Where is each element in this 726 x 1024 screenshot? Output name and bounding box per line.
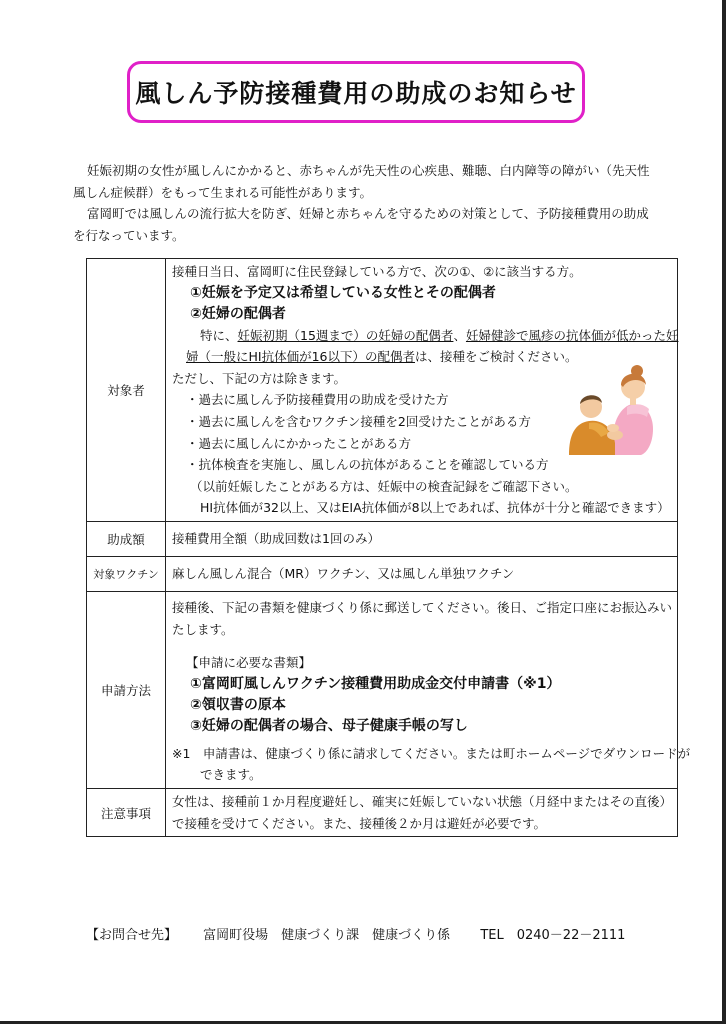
caution-line: 女性は、接種前１か月程度避妊し、確実に妊娠していない状態（月経中またはその直後） bbox=[172, 793, 673, 809]
row-content bbox=[166, 788, 678, 836]
exclude-item: ・過去に風しんを含むワクチン接種を2回受けたことがある方 bbox=[186, 413, 531, 429]
target-item: ②妊婦の配偶者 bbox=[190, 305, 286, 322]
note-text: 、 bbox=[453, 327, 466, 343]
table-row-amount bbox=[87, 521, 678, 556]
intro-line: を行なっています。 bbox=[73, 227, 185, 243]
intro-line: 妊娠初期の女性が風しんにかかると、赤ちゃんが先天性の心疾患、難聴、白内障等の障がい（先天性 bbox=[87, 163, 650, 178]
note-text: は、接種をご検討ください。 bbox=[415, 349, 578, 365]
note-text: 特に、 bbox=[200, 327, 238, 343]
table-row-target bbox=[87, 259, 678, 522]
row-header: 対象者 bbox=[87, 259, 166, 522]
contact-tel: TEL 0240－22－2111 bbox=[480, 928, 626, 943]
row-header: 対象ワクチン bbox=[87, 556, 166, 591]
couple-illustration bbox=[567, 357, 659, 457]
exclude-item: ・抗体検査を実施し、風しんの抗体があることを確認している方 bbox=[186, 457, 549, 473]
exclude-item: HI抗体価が32以上、又はEIA抗体価が8以上であれば、抗体が十分と確認できます） bbox=[200, 500, 670, 516]
amount-text: 接種費用全額（助成回数は1回のみ） bbox=[172, 531, 380, 547]
row-content bbox=[166, 521, 678, 556]
intro-paragraph bbox=[73, 160, 673, 246]
target-item: ①妊娠を予定又は希望している女性とその配偶者 bbox=[190, 284, 496, 301]
vaccine-text: 麻しん風しん混合（MR）ワクチン、又は風しん単独ワクチン bbox=[172, 566, 515, 582]
page-edge bbox=[722, 0, 726, 1024]
apply-line: たします。 bbox=[172, 621, 234, 637]
caution-line: で接種を受けてください。また、接種後２か月は避妊が必要です。 bbox=[172, 815, 547, 831]
exclude-item: ・過去に風しんにかかったことがある方 bbox=[186, 435, 412, 451]
exclude-item: （以前妊娠したことがある方は、妊娠中の検査記録をご確認下さい。 bbox=[190, 478, 578, 494]
doc-item: ①富岡町風しんワクチン接種費用助成金交付申請書（※1） bbox=[190, 675, 561, 692]
note-underline: 妊娠初期（15週まで）の妊婦の配偶者 bbox=[237, 327, 454, 343]
info-table bbox=[86, 258, 691, 837]
exclude-intro: ただし、下記の方は除きます。 bbox=[172, 370, 347, 386]
note-underline: 婦（一般にHI抗体価が16以下）の配偶者 bbox=[186, 349, 415, 365]
page-title: 風しん予防接種費用の助成のお知らせ bbox=[135, 79, 577, 108]
contact-footer bbox=[86, 924, 625, 943]
docs-title: 【申請に必要な書類】 bbox=[186, 655, 312, 671]
target-line: 接種日当日、富岡町に住民登録している方で、次の①、②に該当する方。 bbox=[172, 264, 582, 279]
contact-label: 【お問合せ先】 bbox=[86, 928, 178, 943]
contact-office: 富岡町役場 健康づくり課 健康づくり係 bbox=[203, 928, 451, 943]
row-content bbox=[166, 556, 678, 591]
apply-note: できます。 bbox=[200, 767, 262, 783]
row-header: 助成額 bbox=[87, 521, 166, 556]
intro-line: 富岡町では風しんの流行拡大を防ぎ、妊婦と赤ちゃんを守るための対策として、予防接種費用の助成 bbox=[87, 206, 649, 221]
row-header: 注意事項 bbox=[87, 788, 166, 836]
note-underline: 妊婦健診で風疹の抗体価が低かった妊 bbox=[465, 327, 679, 343]
row-content bbox=[166, 259, 678, 522]
table-row-vaccine bbox=[87, 556, 678, 591]
intro-line: 風しん症候群）をもって生まれる可能性があります。 bbox=[73, 184, 373, 200]
apply-note: ※1 申請書は、健康づくり係に請求してください。または町ホームページでダウンロードが bbox=[172, 745, 691, 761]
target-note bbox=[172, 325, 679, 347]
table-row-apply bbox=[87, 591, 678, 788]
apply-line: 接種後、下記の書類を健康づくり係に郵送してください。後日、ご指定口座にお振込みい bbox=[172, 599, 673, 615]
exclude-item: ・過去に風しん予防接種費用の助成を受けた方 bbox=[186, 392, 449, 408]
row-content bbox=[166, 591, 691, 788]
title-box bbox=[127, 61, 585, 123]
doc-item: ②領収書の原本 bbox=[190, 696, 286, 713]
row-header: 申請方法 bbox=[87, 591, 166, 788]
doc-item: ③妊婦の配偶者の場合、母子健康手帳の写し bbox=[190, 717, 468, 734]
table-row-caution bbox=[87, 788, 678, 836]
